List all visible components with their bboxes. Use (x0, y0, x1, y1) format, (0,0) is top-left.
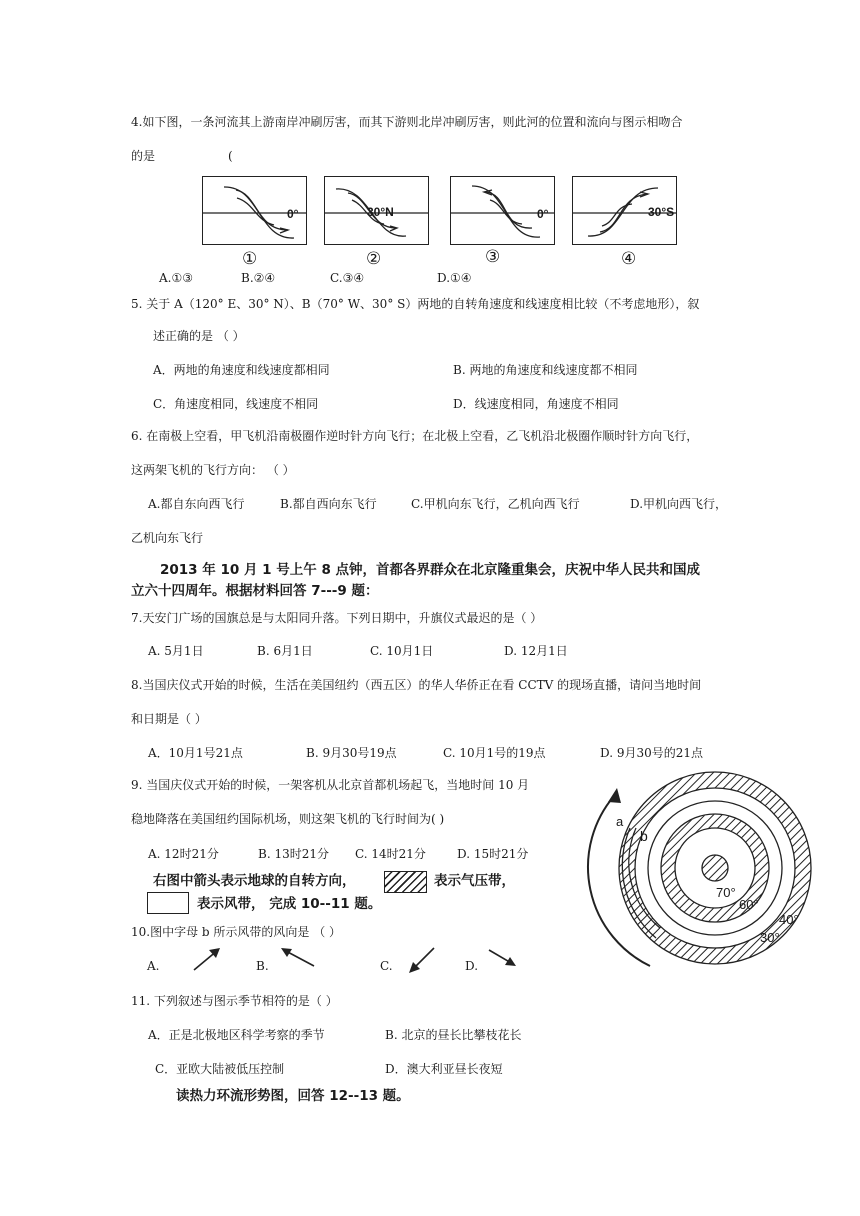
q7-option-c: C. 10月1日 (370, 644, 434, 658)
globe-label-70: 70° (716, 885, 736, 900)
q5-stem-line2: 述正确的是 （ ） (153, 329, 245, 343)
q4-paren: ( (228, 149, 233, 163)
q10-stem: 10.图中字母 b 所示风带的风向是 （ ） (131, 925, 342, 939)
q8-option-c: C. 10月1号的19点 (443, 746, 546, 760)
q4-stem-line1: 4.如下图，一条河流其上游南岸冲刷厉害，而其下游则北岸冲刷厉害，则此河的位置和流向与图示相吻合 (131, 115, 683, 129)
globe-diagram-drawing (590, 768, 820, 973)
q9-option-a: A. 12时21分 (148, 847, 219, 861)
globe-label-b: b (640, 828, 648, 844)
river-figure-4-label: 30°S (648, 205, 675, 219)
q7-stem: 7.天安门广场的国旗总是与太阳同升落。下列日期中，升旗仪式最迟的是（ ） (131, 611, 543, 625)
q7-option-a: A. 5月1日 (148, 644, 204, 658)
q9-option-b: B. 13时21分 (258, 847, 329, 861)
q5-option-a: A．两地的角速度和线速度都相同 (153, 363, 330, 377)
q6-option-c: C.甲机向东飞行，乙机向西飞行 (411, 497, 580, 511)
river-figure-1-number: ① (242, 249, 258, 269)
q4-option-a: A.①③ (159, 271, 193, 285)
river-figure-2-number: ② (366, 249, 382, 269)
river-figure-1-label: 0° (287, 207, 299, 221)
q10-option-a: A. (147, 959, 160, 973)
q7-option-d: D. 12月1日 (504, 644, 568, 658)
river-figure-3-number: ③ (485, 247, 501, 267)
q8-option-b: B. 9月30号19点 (306, 746, 397, 760)
q5-option-d: D．线速度相同，角速度不相同 (453, 397, 619, 411)
q10-arrow-d-icon (485, 946, 519, 970)
q4-option-b: B.②④ (241, 271, 276, 285)
q4-option-c: C.③④ (330, 271, 365, 285)
q6-stem-line1: 6. 在南极上空看，甲飞机沿南极圈作逆时针方向飞行；在北极上空看，乙飞机沿北极圈作顺时针方向飞行， (131, 429, 699, 443)
q5-option-b: B. 两地的角速度和线速度都不相同 (453, 363, 638, 377)
q5-option-c: C．角速度相同，线速度不相同 (153, 397, 319, 411)
passage1-line1: 2013 年 10 月 1 号上午 8 点钟，首都各界群众在北京隆重集会，庆祝中华人民共和国成 (160, 562, 701, 578)
q10-option-c: C. (380, 959, 393, 973)
wind-belt-legend (147, 892, 189, 914)
q9-option-c: C. 14时21分 (355, 847, 426, 861)
globe-label-a: a (616, 814, 624, 829)
globe-label-60: 60° (739, 897, 759, 912)
q6-option-a: A.都自东向西飞行 (148, 497, 245, 511)
q8-stem-line2: 和日期是（ ） (131, 712, 207, 726)
river-figure-2-label: 30°N (367, 205, 394, 219)
globe-label-30: 30° (760, 930, 780, 945)
q9-stem-line2: 稳地降落在美国纽约国际机场，则这架飞机的飞行时间为( ) (131, 812, 445, 826)
q10-option-d: D. (465, 959, 479, 973)
q6-option-d: D.甲机向西飞行， (630, 497, 728, 511)
q4-option-d: D.①④ (437, 271, 472, 285)
q10-arrow-c-icon (406, 946, 438, 976)
passage2-part-a: 右图中箭头表示地球的自转方向， (153, 873, 356, 889)
passage2-part-b: 表示气压带， (434, 873, 515, 889)
q11-option-b: B. 北京的昼长比攀枝花长 (385, 1028, 522, 1042)
q6-stem-line2: 这两架飞机的飞行方向： （ ） (131, 463, 295, 477)
q10-arrow-a-icon (190, 946, 226, 974)
q10-arrow-b-icon (278, 946, 318, 970)
q8-option-a: A．10月1号21点 (148, 746, 243, 760)
q9-option-d: D. 15时21分 (457, 847, 529, 861)
q6-option-b: B.都自西向东飞行 (280, 497, 377, 511)
q8-stem-line1: 8.当国庆仪式开始的时候，生活在美国纽约（西五区）的华人华侨正在看 CCTV 的现场直播，请问当地时间 (131, 678, 702, 692)
pressure-belt-legend (384, 871, 427, 893)
passage3: 读热力环流形势图，回答 12--13 题。 (176, 1088, 410, 1104)
river-figure-4-number: ④ (621, 249, 637, 269)
q6-option-d-cont: 乙机向东飞行 (131, 531, 204, 545)
q5-stem-line1: 5. 关于 A（120° E、30° N）、B（70° W、30° S）两地的自转角速度和线速度相比较（不考虑地形），叙 (131, 297, 700, 311)
q9-stem-line1: 9. 当国庆仪式开始的时候，一架客机从北京首都机场起飞，当地时间 10 月 (131, 778, 530, 792)
q11-stem: 11. 下列叙述与图示季节相符的是（ ） (131, 994, 338, 1008)
q10-option-b: B. (256, 959, 269, 973)
q11-option-d: D．澳大利亚昼长夜短 (385, 1062, 503, 1076)
river-figure-3-label: 0° (537, 207, 549, 221)
q8-option-d: D. 9月30号的21点 (600, 746, 703, 760)
q4-stem-line2: 的是 (131, 149, 156, 163)
passage1-line2: 立六十四周年。根据材料回答 7---9 题： (131, 583, 379, 599)
q11-option-c: C．亚欧大陆被低压控制 (155, 1062, 285, 1076)
q11-option-a: A．正是北极地区科学考察的季节 (148, 1028, 325, 1042)
globe-label-40: 40° (779, 912, 799, 927)
passage2-part-c: 表示风带， 完成 10--11 题。 (197, 896, 382, 912)
q7-option-b: B. 6月1日 (257, 644, 313, 658)
